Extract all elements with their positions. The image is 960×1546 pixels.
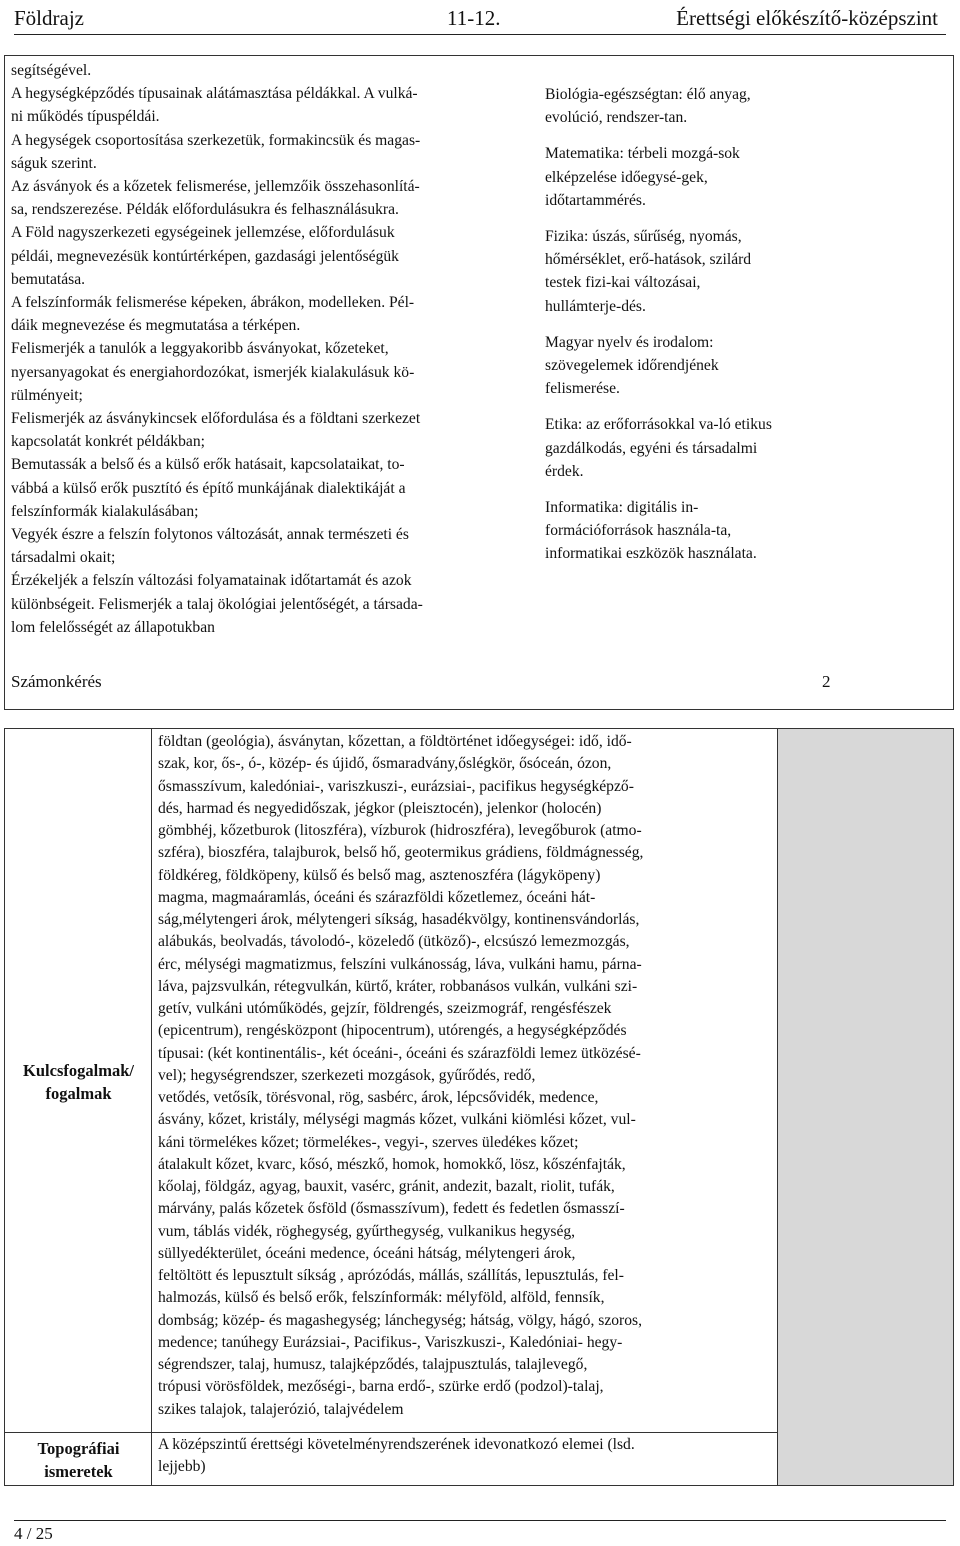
text-line: alábukás, beolvadás, távolodó-, közeledő (ütköző)-, elcsúszó lemezmozgás, (158, 933, 630, 951)
link-paragraph: Magyar nyelv és irodalom: szövegelemek időrendjének felismerése. (545, 333, 719, 398)
text-line: A hegységképződés típusainak alátámasztása példákkal. A vulká- (11, 85, 418, 103)
footer-divider (14, 1520, 946, 1521)
header-subject: Földrajz (14, 6, 84, 30)
topography-text (158, 1434, 768, 1478)
key-concepts-text (158, 731, 776, 1421)
objectives-text (11, 59, 531, 639)
text-line: láva, pajzsvulkán, rétegvulkán, kürtő, kráter, robbanásos vulkán, vulkáni szi- (158, 977, 638, 995)
text-line: vum, táblás vidék, röghegység, gyűrthegység, vulkanikus hegység, (158, 1222, 576, 1240)
text-line: társadalmi okait; (11, 549, 116, 567)
row-divider (5, 1432, 777, 1433)
text-line: márvány, palás kőzetek ősföld (ősmasszívum), fedett és fedetlen ősmasszí- (158, 1200, 625, 1218)
page-header (14, 4, 946, 35)
text-line: káni törmelékes kőzet; törmelékes-, vegyi-, szerves üledékes kőzet; (158, 1133, 579, 1151)
text-line: példái, megnevezésük kontúrtérképen, gazdasági jelentőségük (11, 247, 399, 265)
text-line: Az ásványok és a kőzetek felismerése, jellemzőik összehasonlítá- (11, 178, 420, 196)
text-line: Érzékeljék a felszín változási folyamatainak időtartamát és azok (11, 572, 412, 590)
text-line: Vegyék észre a felszín folytonos változását, annak természeti és (11, 526, 409, 544)
text-line: A felszínformák felismerése képeken, ábrákon, modelleken. Pél- (11, 294, 415, 312)
text-line: kapcsolatát konkrét példákban; (11, 433, 205, 451)
text-line: gömbhéj, kőzetburok (litoszféra), vízburok (hidroszféra), levegőburok (atmo- (158, 822, 642, 839)
cross-curricular-links (545, 83, 773, 566)
text-line: vábbá a külső erők pusztító és építő munkájának dialektikáját a (11, 479, 406, 497)
label-column (5, 729, 152, 1485)
text-line: sa, rendszerezése. Példák előfordulásukra és felhasználásukra. (11, 201, 399, 219)
text-line: szikes talajok, talajerózió, talajvédelem (158, 1400, 404, 1418)
text-line: ásvány, kőzet, kristály, mélységi magmás kőzet, vulkáni kiömlési kőzet, vul- (158, 1111, 636, 1129)
link-paragraph: Informatika: digitális in-formációforrások használa-ta, informatikai eszközök használata. (545, 499, 757, 563)
text-line: feltöltött és lepusztult síkság , aprózódás, mállás, szállítás, lepusztulás, fel- (158, 1267, 624, 1284)
text-line: halmozás, külső és belső erők, felszínformák: mélyföld, alföld, fennsík, (158, 1289, 605, 1307)
text-line: lom felelősségét az állapotukban (11, 618, 215, 636)
topography-label: Topográfiai ismeretek (37, 1439, 120, 1481)
link-paragraph: Matematika: térbeli mozgá-sok elképzelése időegysé-gek, időtartammérés. (545, 145, 740, 209)
text-line: szak, kor, ős-, ó-, közép- és újidő, ősmaradvány,őslégkör, ősóceán, ózon, (158, 755, 612, 773)
text-line: földtan (geológia), ásványtan, kőzettan, a földtörténet időegységei: idő, idő- (158, 733, 632, 750)
assessment-count: 2 (822, 672, 831, 691)
text-line: medence; tanúhegy Eurázsiai-, Pacifikus-, Variszkuszi-, Kaledóniai- hegy- (158, 1333, 623, 1351)
key-concepts-label: Kulcsfogalmak/ fogalmak (23, 1061, 134, 1103)
text-line: ságuk szerint. (11, 154, 97, 172)
text-line: dombság; közép- és magashegység; lánchegység; hátság, völgy, hágó, szoros, (158, 1311, 643, 1329)
text-line: vetődés, vetősík, törésvonal, rög, sasbérc, árok, lépcsővidék, medence, (158, 1089, 599, 1106)
text-line: A Föld nagyszerkezeti egységeinek jellemzése, előfordulásuk (11, 224, 395, 242)
shaded-column (777, 729, 953, 1485)
text-line: ság,mélytengeri árok, mélytengeri síkság, hasadékvölgy, kontinensvándorlás, (158, 911, 640, 928)
text-line: érc, mélységi magmatizmus, felszíni vulkánosság, láva, vulkáni hamu, párna- (158, 955, 642, 973)
text-line: lejjebb) (158, 1458, 206, 1475)
text-line: felszínformák kialakulásában; (11, 502, 199, 520)
text-line: átalakult kőzet, kvarc, kősó, mészkő, homok, homokkő, lösz, kőszénfajták, (158, 1155, 626, 1173)
link-paragraph: Biológia-egészségtan: élő anyag, evolúció, rendszer-tan. (545, 86, 751, 127)
text-line: A hegységek csoportosítása szerkezetük, formakincsük és magas- (11, 131, 421, 149)
text-line: Felismerjék a tanulók a leggyakoribb ásványokat, kőzeteket, (11, 340, 389, 358)
text-line: dáik megnevezése és megmutatása a térképen. (11, 317, 301, 335)
link-paragraph: Etika: az erőforrásokkal va-ló etikus gazdálkodás, egyéni és társadalmi érdek. (545, 416, 772, 480)
text-line: ni működés típuspéldái. (11, 108, 160, 126)
curriculum-table-section (4, 55, 954, 710)
concepts-table (4, 728, 954, 1486)
header-grade: 11-12. (447, 6, 501, 30)
text-line: földkéreg, földköpeny, külső és belső mag, asztenoszféra (lágyköpeny) (158, 866, 601, 884)
text-line: magma, magmaáramlás, óceáni és szárazföldi kőzetlemez, óceáni hát- (158, 888, 596, 906)
text-line: segítségével. (11, 62, 92, 79)
text-line: trópusi vörösföldek, mezőségi-, barna erdő-, szürke erdő (podzol)-talaj, (158, 1378, 604, 1396)
assessment-label: Számonkérés (11, 672, 102, 691)
text-line: süllyedékterület, óceáni medence, óceáni hátság, mélytengeri árok, (158, 1244, 576, 1262)
text-line: vel); hegységrendszer, szerkezeti mozgások, gyűrődés, redő, (158, 1066, 536, 1084)
text-line: kőolaj, földgáz, agyag, bauxit, vasérc, gránit, andezit, bazalt, riolit, tufák, (158, 1178, 615, 1195)
text-line: szféra), bioszféra, talajburok, belső hő, geotermikus grádiens, földmágnesség, (158, 844, 644, 862)
assessment-row (5, 668, 953, 710)
link-paragraph: Fizika: úszás, sűrűség, nyomás, hőmérséklet, erő-hatások, szilárd testek fizi-kai változásai, hullámterje-dés. (545, 228, 752, 315)
text-line: ségrendszer, talaj, humusz, talajképződés, talajpusztulás, talajlevegő, (158, 1356, 588, 1373)
text-line: rülményeit; (11, 386, 83, 404)
text-line: különbségeit. Felismerjék a talaj ökológiai jelentőségét, a társada- (11, 595, 423, 613)
header-title: Érettségi előkészítő-középszint (676, 6, 938, 30)
page-number: 4 / 25 (14, 1524, 53, 1543)
text-line: ősmasszívum, kaledóniai-, variszkuszi-, eurázsiai-, pacifikus hegységképző- (158, 777, 634, 795)
text-line: Bemutassák a belső és a külső erők hatásait, kapcsolataikat, to- (11, 456, 405, 474)
text-line: nyersanyagokat és energiahordozókat, ismerjék kialakulásuk kö- (11, 363, 415, 381)
text-line: (epicentrum), rengésközpont (hipocentrum), utórengés, a hegységképződés (158, 1022, 627, 1040)
text-line: dés, harmad és negyedidőszak, jégkor (pleisztocén), jelenkor (holocén) (158, 799, 602, 817)
text-line: bemutatása. (11, 270, 86, 288)
text-line: A középszintű érettségi követelményrendszerének idevonatkozó elemei (lsd. (158, 1436, 635, 1453)
text-line: Felismerjék az ásványkincsek előfordulása és a földtani szerkezet (11, 410, 421, 428)
text-line: getív, vulkáni utóműködés, gejzír, földrengés, szeizmográf, rengésfészek (158, 1000, 612, 1017)
text-line: típusai: (két kontinentális-, két óceáni-, óceáni és szárazföldi lemez ütközésé- (158, 1044, 641, 1062)
